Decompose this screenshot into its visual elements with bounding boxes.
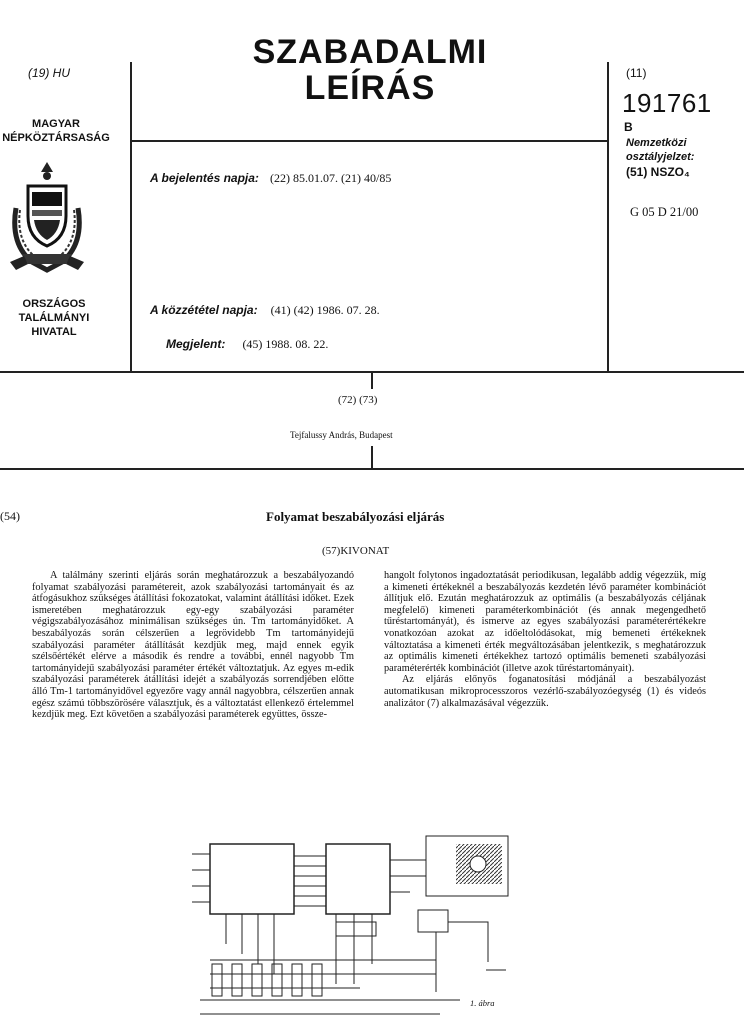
right-divider — [607, 62, 609, 372]
office-line3: HIVATAL — [31, 326, 77, 338]
abstract-column-right — [384, 570, 706, 709]
publication-date-value: (41) (42) 1986. 07. 28. — [270, 303, 380, 317]
patent-number: 191761 — [622, 88, 712, 118]
issued-date-row — [166, 333, 328, 352]
inventor-code: (72) (73) — [338, 394, 378, 406]
abstract-col1-text: A találmány szerinti eljárás során meghatározzuk a beszabályozandó folyamat szabályozási paramétereit, azok szabályozási tartományait és az átfogásukhoz szükséges átállítási fokozatokat, valamint átállítási időket. Ezek ismeretében meghatározzuk egy-egy szabályozási paraméter végigszabályozásához minimálisan szükséges ún. Tm tartományidőket. A beszabályozás során célszerűen a legrövidebb Tm tartományidejű szabályozási paraméter átállítását kezdjük meg, majd ennek egyik szélsőértékét elérve a második és rendre a további, ennél nagyobb Tm tartományidejű szabályozási paraméter értékét változtatjuk. Az egyes m-edik szabályozási paraméterek átállítási idejét a szabályozás sorrendjében előtte álló Tm-1 tartományidővel egyezőre vagy annál nagyobbra, célszerűen annak egész számú többszörösére választjuk, és a változtatást ellenkező értelemmel kezdjük meg. Ezt követően a szabályozási paraméterek együttes, össze- — [32, 570, 354, 721]
abstract-column-left — [32, 570, 354, 721]
issued-date-value: (45) 1988. 08. 22. — [242, 337, 329, 351]
circuit-figure — [186, 830, 526, 1024]
intl-class-label-line1: Nemzetközi — [626, 137, 687, 149]
document-title-line2: LEÍRÁS — [304, 69, 436, 107]
publication-code-label: (11) — [626, 66, 647, 80]
coat-of-arms-emblem — [2, 158, 92, 278]
abstract-col2-text-2: Az eljárás előnyös foganatosítási módjánál a beszabályozást automatikusan mikroprocesszoros vezérlő-szabályozóegység (1) és videós analizátor (7) alkalmazásával végezzük. — [384, 674, 706, 709]
country-name-line1: MAGYAR — [32, 118, 80, 130]
title-code: (54) — [0, 509, 20, 523]
inventor-tick-top — [371, 371, 373, 389]
office-line2: TALÁLMÁNYI — [18, 312, 90, 324]
office-line1: ORSZÁGOS — [22, 298, 86, 310]
left-divider — [130, 62, 132, 372]
inventor-name: Tejfalussy András, Budapest — [290, 430, 393, 440]
filing-date-label: A bejelentés napja: — [150, 171, 259, 185]
publication-date-label: A közzététel napja: — [150, 303, 258, 317]
document-title-line1: SZABADALMI — [252, 33, 488, 71]
ipc-classification: G 05 D 21/00 — [630, 205, 699, 219]
intl-class-label-line2: osztályjelzet: — [626, 151, 695, 163]
filing-date-value: (22) 85.01.07. (21) 40/85 — [270, 171, 392, 185]
invention-title: Folyamat beszabályozási eljárás — [266, 509, 445, 524]
publication-date-row — [150, 299, 380, 318]
abstract-col2-text: hangolt folytonos ingadoztatását periodikusan, legalább addig végezzük, míg a kimeneti értékeknél a beszabályozás kezdetén lévő paraméter kombinációt állítjuk elő. Ezután meghatározzuk az optimális (a beszabályozás céljának megfelelő) kimeneti paraméterkombinációt (és annak megengedhető tűréstartományát), és ismerve az egyes szabályozási paraméterértékekre vonatkozóan azokat az időeltolódásokat, míg bemeneti értékeknek változtatása a kimeneti érték megváltozásában jelentkezik, s meghatározzuk az optimális kimeneti értékekhez tartozó optimális bemeneti szabályozási paraméterérték kombinációt (illetve azok tűréstartományait). — [384, 570, 706, 674]
country-name-line2: NÉPKÖZTÁRSASÁG — [2, 132, 110, 144]
kind-code: B — [624, 120, 633, 134]
inventor-tick-bottom — [371, 446, 373, 468]
country-code: (19) HU — [28, 66, 71, 80]
inner-rule-top — [130, 140, 608, 142]
issued-date-label: Megjelent: — [166, 337, 226, 351]
abstract-heading: (57)KIVONAT — [322, 545, 390, 557]
inventor-bottom-rule — [0, 468, 744, 470]
filing-date-row — [150, 167, 391, 186]
intl-class-code: (51) NSZO₄ — [626, 165, 690, 179]
figure-caption: 1. ábra — [470, 998, 495, 1008]
